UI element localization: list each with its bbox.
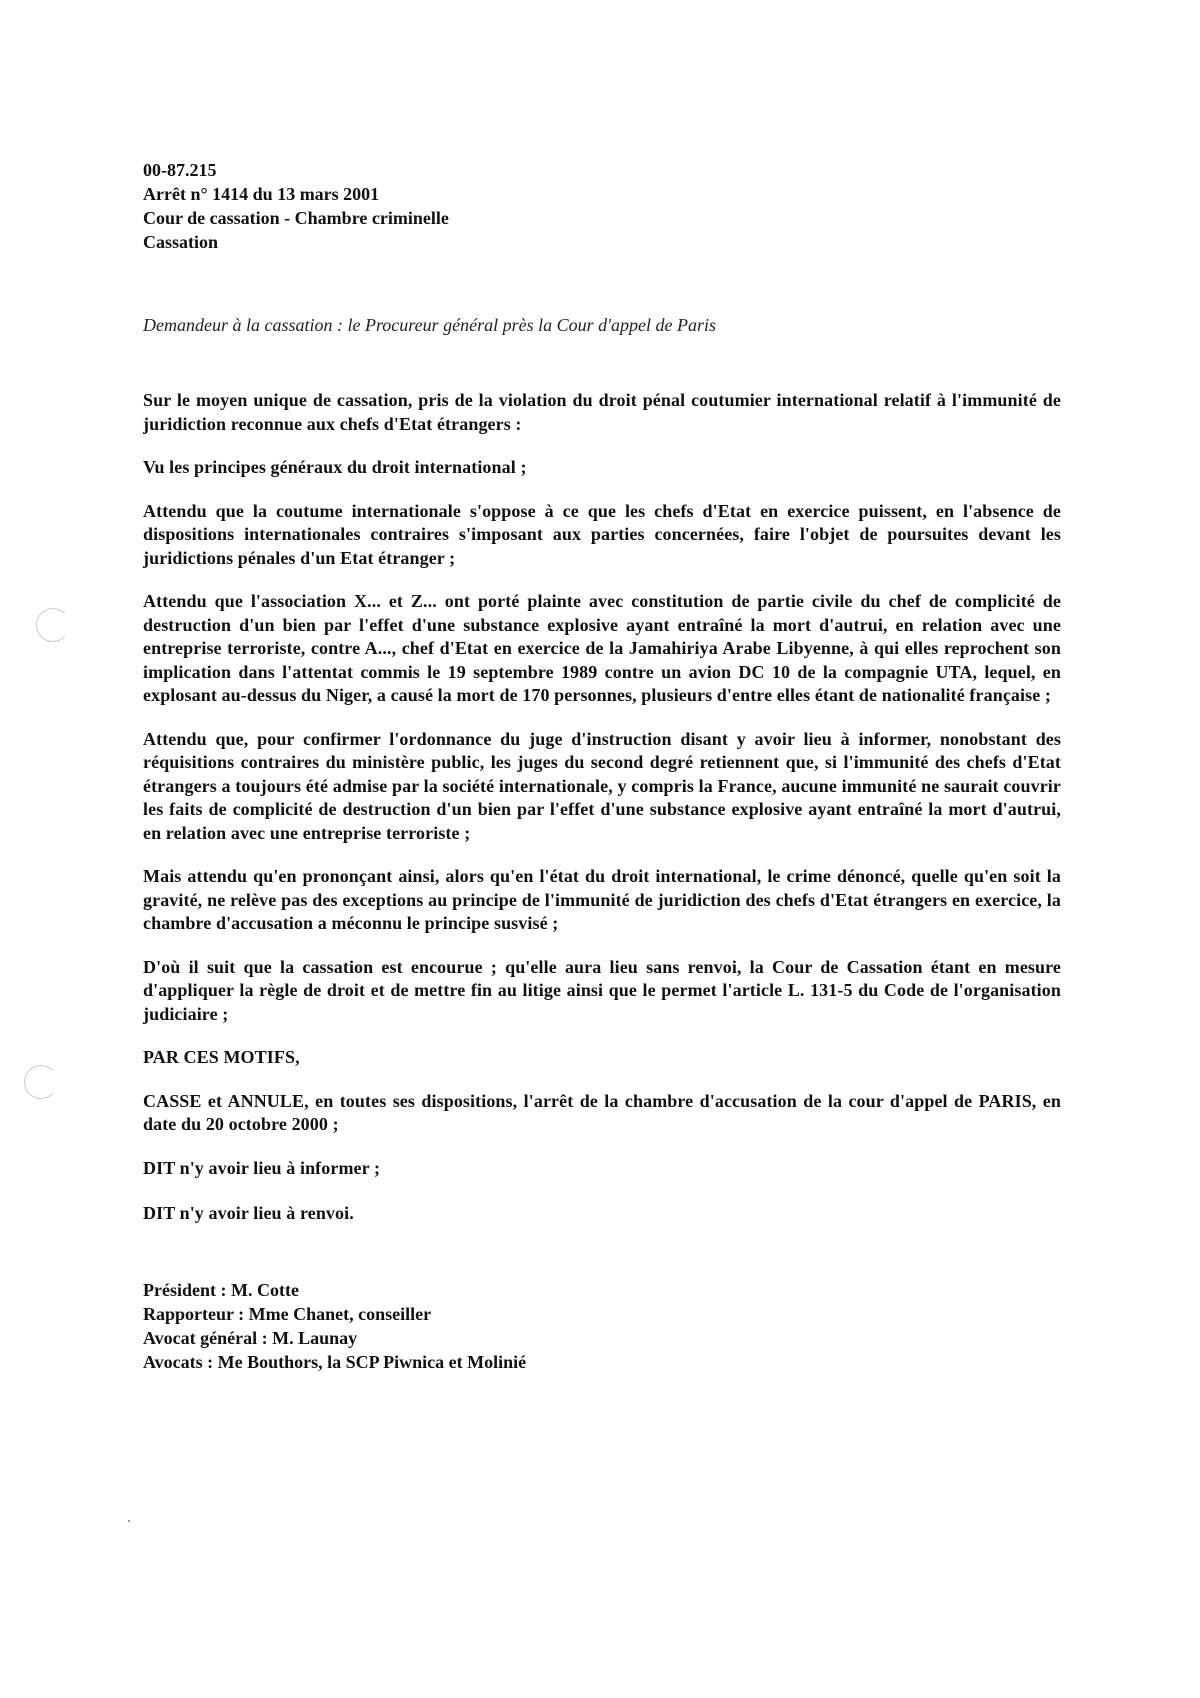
legal-basis-paragraph: Vu les principes généraux du droit international ; bbox=[143, 457, 527, 477]
document-header bbox=[143, 158, 1061, 254]
conclusion-paragraph: D'où il suit que la cassation est encourue ; qu'elle aura lieu sans renvoi, la Cour de Cassation étant en mesure d'appliquer la règle de droit et de mettre fin au litige ainsi que le permet l'article L. 131-5 du Code de l'organisation judiciaire ; bbox=[143, 956, 1061, 1024]
avocat-general-line: Avocat général : M. Launay bbox=[143, 1327, 358, 1348]
document-page bbox=[143, 158, 1061, 1374]
decision-outcome: Cassation bbox=[143, 232, 219, 252]
court-composition bbox=[143, 1278, 1061, 1374]
case-number: 00-87.215 bbox=[143, 160, 217, 180]
ground-of-appeal-paragraph: Sur le moyen unique de cassation, pris de la violation du droit pénal coutumier international relatif à l'immunité de juridiction reconnue aux chefs d'Etat étrangers : bbox=[143, 390, 1061, 434]
motifs-heading: PAR CES MOTIFS, bbox=[143, 1047, 300, 1067]
punch-hole-mark bbox=[24, 1065, 58, 1099]
facts-paragraph: Attendu que l'association X... et Z... ont porté plainte avec constitution de partie civile du chef de complicité de destruction d'un bien par l'effet d'une substance explosive ayant entraîné la mort d'autrui, en relation avec une entreprise terroriste, contre A..., chef d'Etat en exercice de la Jamahiriya Arabe Libyenne, à qui elles reprochent son implication dans l'attentat commis le 19 septembre 1989 contre un avion DC 10 de la compagnie UTA, lequel, en explosant au-dessus du Niger, a causé la mort de 170 personnes, plusieurs d'entre elles étant de nationalité française ; bbox=[143, 591, 1061, 705]
applicant-line: Demandeur à la cassation : le Procureur général près la Cour d'appel de Paris bbox=[143, 315, 716, 335]
scan-speck bbox=[128, 1520, 130, 1522]
court-name: Cour de cassation - Chambre criminelle bbox=[143, 208, 449, 228]
decision-reference: Arrêt n° 1414 du 13 mars 2001 bbox=[143, 184, 380, 204]
president-line: Président : M. Cotte bbox=[143, 1279, 299, 1300]
avocats-line: Avocats : Me Bouthors, la SCP Piwnica et Molinié bbox=[143, 1351, 527, 1372]
custom-paragraph: Attendu que la coutume internationale s'oppose à ce que les chefs d'Etat en exercice puissent, en l'absence de dispositions internationales contraires s'imposant aux parties concernées, faire l'objet de poursuites devant les juridictions pénales d'un Etat étranger ; bbox=[143, 500, 1061, 568]
rapporteur-line: Rapporteur : Mme Chanet, conseiller bbox=[143, 1303, 432, 1324]
ruling-paragraph: CASSE et ANNULE, en toutes ses dispositions, l'arrêt de la chambre d'accusation de la cour d'appel de PARIS, en date du 20 octobre 2000 ; bbox=[143, 1090, 1061, 1134]
no-investigation-paragraph: DIT n'y avoir lieu à informer ; bbox=[143, 1157, 381, 1178]
lower-court-reasoning-paragraph: Attendu que, pour confirmer l'ordonnance du juge d'instruction disant y avoir lieu à informer, nonobstant des réquisitions contraires du ministère public, les juges du second degré retiennent que, si l'immunité des chefs d'Etat étrangers a toujours été admise par la société internationale, y compris la France, aucune immunité ne saurait couvrir les faits de complicité de destruction d'un bien par l'effet d'une substance explosive ayant entraîné la mort d'autrui, en relation avec une entreprise terroriste ; bbox=[143, 728, 1061, 843]
court-finding-paragraph: Mais attendu qu'en prononçant ainsi, alors qu'en l'état du droit international, le crime dénoncé, quelle qu'en soit la gravité, ne relève pas des exceptions au principe de l'immunité de juridiction des chefs d'Etat étrangers en exercice, la chambre d'accusation a méconnu le principe susvisé ; bbox=[143, 866, 1061, 933]
punch-hole-mark bbox=[36, 608, 70, 642]
decision-body bbox=[143, 389, 1061, 1226]
no-referral-paragraph: DIT n'y avoir lieu à renvoi. bbox=[143, 1203, 354, 1223]
